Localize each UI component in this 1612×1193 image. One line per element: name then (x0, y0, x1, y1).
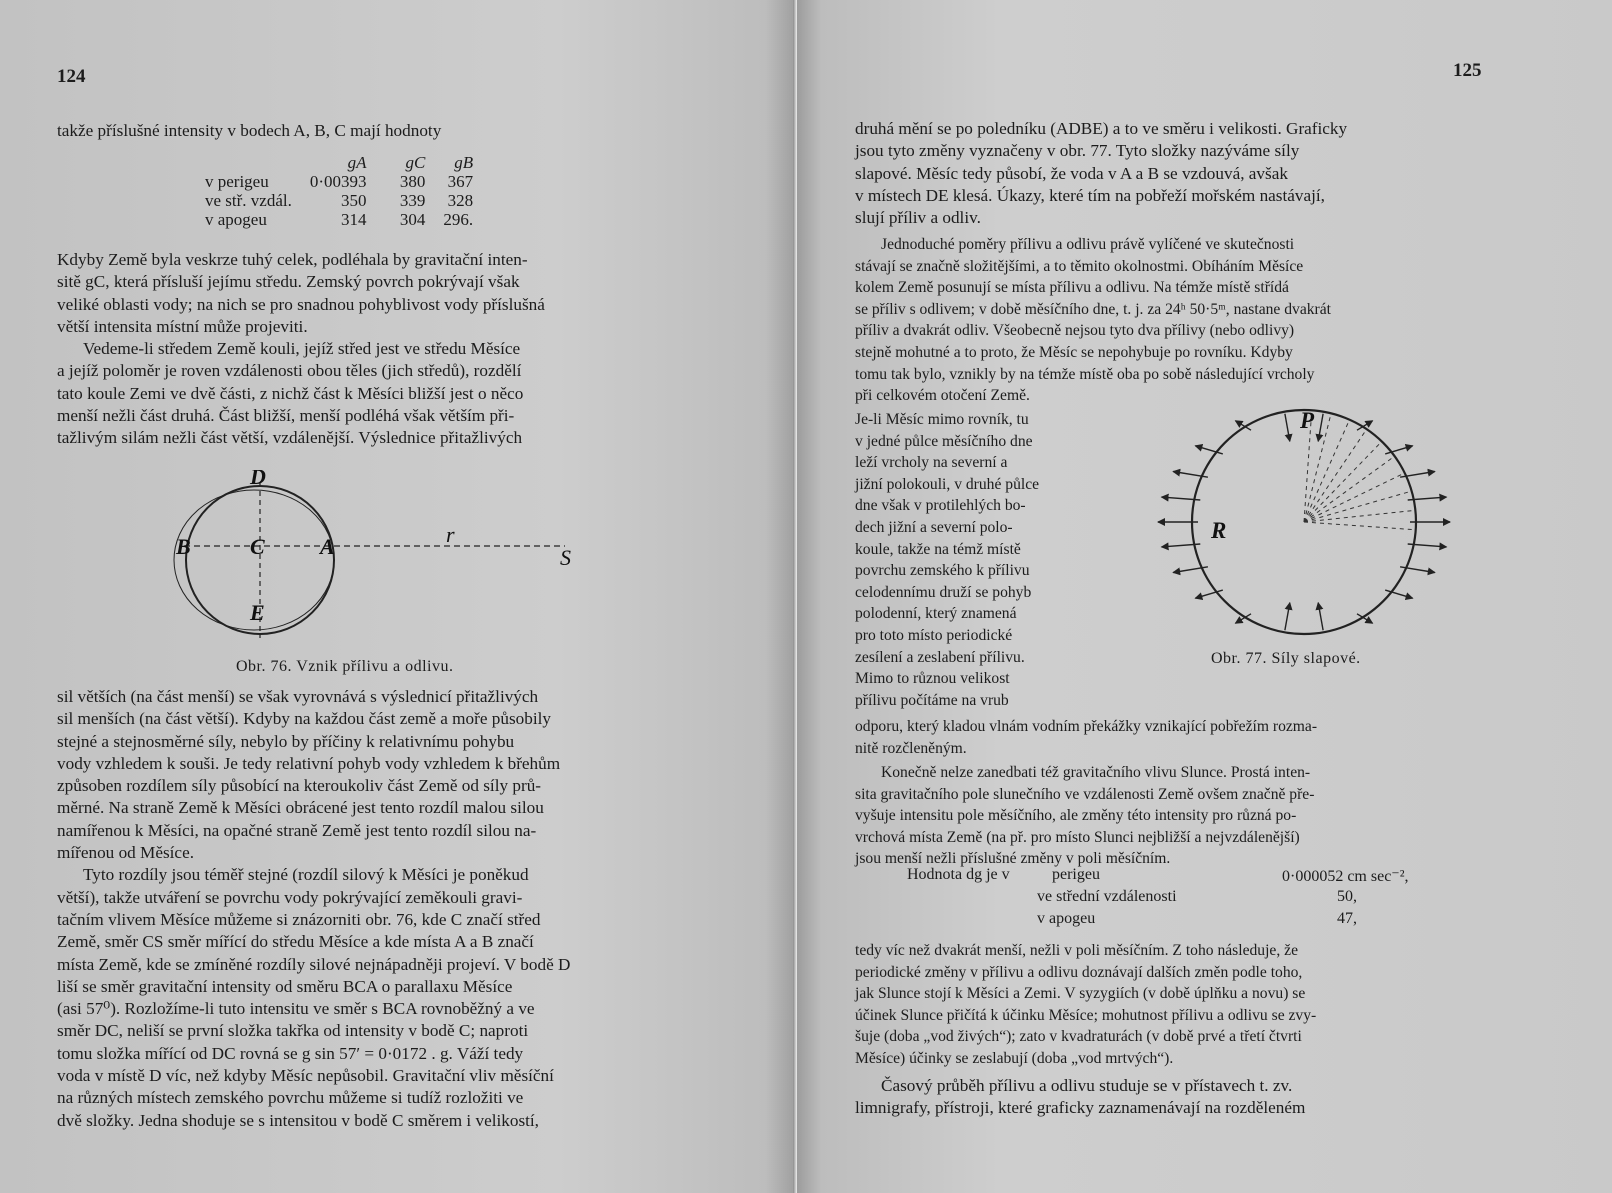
force-arrow (1318, 603, 1323, 631)
dashed-ray (1304, 433, 1364, 523)
paragraph-complications: Jednoduché poměry přílivu a odlivu právě vylíčené ve skutečnosti stávají se značně složitějšími, a to těmito okolnostmi. Obíháním Měsíce kolem Země posunují se místa přílivu a odlivu. Na témže místě střídá se příliv s odlivem; v době měsíčního dne, t. j. za 24ʰ 50·5ᵐ, nastane dvakrát příliv a dvakrát odliv. Všeobecně nejsou tyto dva přílivy (nebo odlivy) stejně mohutné a to proto, že Měsíc se nepohybuje po rovníku. Kdyby tomu tak bylo, vznikly by na témže místě oba po sobě následující vrcholy při celkovém otočení Země. (855, 236, 1332, 405)
fig76-shapes (174, 482, 565, 638)
figure-76 (170, 470, 600, 650)
label-b: B (176, 534, 191, 559)
dg-value: 50, (1337, 888, 1357, 905)
paragraph-tidal-forces: druhá mění se po poledníku (ADBE) a to ve směru i velikosti. Graficky jsou tyto změny vyznačeny v obr. 77. Tyto složky nazýváme síly slapové. Měsíc tedy působí, že voda v A a B se vzdouvá, avšak v místech DE klesá. Úkazy, které tím na pobřeží mořském nastávají, slují příliv a odliv. (855, 119, 1348, 228)
page-number: 125 (1453, 60, 1482, 81)
page-number: 124 (57, 66, 86, 87)
force-arrow (1285, 603, 1290, 631)
paragraph-rigid-body: Kdyby Země byla veskrze tuhý celek, podléhala by gravitační inten- sitě gC, která přísluší jejímu středu. Zemský povrch pokrývají však veliké oblasti vody; na nich se pro snadnou pohyblivost vody příslušná větší intensita místní může projeviti. Vedeme-li středem Země kouli, jejíž střed jest ve středu Měsíce a jejíž poloměr je roven vzdálenosti obou těles (jich středů), rozdělí tato koule Zemi ve dvě části, z nichž část k Měsíci bližší jest o něco menší nežli část druhá. Část bližší, menší podléhá však větším při- tažlivým silám nežli část větší, vzdálenější. Výslednice přitažlivých (57, 250, 545, 448)
paragraph-continuation: odporu, který kladou vlnám vodním překážky vznikající pobřežím rozma- nitě rozčleněným. (855, 718, 1318, 757)
label-e: E (250, 600, 265, 625)
paragraph-syzygy: tedy víc než dvakrát menší, nežli v poli měsíčním. Z toho následuje, že periodické změny v přílivu a odlivu doznávají dalších změn podle toho, jak Slunce stojí k Měsíci a Zemi. V syzygiích (v době úplňku a novu) se účinek Slunce přičítá k účinku Měsíce; mohutnost přílivu a odlivu se zvy- šuje (doba „vod živých“); zato v kvadraturách (v době prvé a třetí čtvrti Měsíce) účinky se zeslabují (doba „vod mrtvých“). (855, 942, 1317, 1067)
label-r: r (446, 522, 455, 547)
force-arrow (1318, 414, 1323, 442)
table-row: v apogeu 314 304 296. (205, 210, 474, 229)
left-page (0, 0, 797, 1193)
label-p: P (1300, 408, 1315, 433)
dashed-ray (1304, 522, 1412, 530)
intro-text: takže příslušné intensity v bodech A, B, C mají hodnoty (57, 121, 442, 140)
dashed-ray (1304, 475, 1401, 522)
paragraph-limnigraph: Časový průběh přílivu a odlivu studuje se v přístavech t. zv. limnigrafy, přístroji, které graficky zaznamenávají na rozděleném (855, 1076, 1306, 1118)
label-a: A (320, 534, 335, 559)
figure-76-caption: Obr. 76. Vznik přílivu a odlivu. (236, 658, 454, 675)
table-row: v perigeu 0·00393 380 367 (205, 172, 474, 191)
dg-place: v apogeu (1037, 910, 1096, 927)
dg-value: 0·000052 cm sec⁻², (1282, 868, 1409, 885)
right-page (797, 0, 1612, 1193)
label-r: R (1211, 518, 1227, 543)
dg-place: perigeu (1052, 866, 1100, 883)
figure-77-caption: Obr. 77. Síly slapové. (1211, 650, 1361, 667)
force-arrow (1285, 414, 1290, 442)
dashed-ray (1304, 511, 1411, 522)
dg-value: 47, (1337, 910, 1357, 927)
table-row: ve stř. vzdál. 350 339 328 (205, 191, 474, 210)
figure-77 (1119, 404, 1489, 664)
dashed-ray (1304, 423, 1348, 522)
label-d: D (250, 470, 266, 489)
intensity-table (196, 153, 482, 229)
dg-place: ve střední vzdálenosti (1037, 888, 1177, 905)
wrap-text: Je-li Měsíc mimo rovník, tu v jedné půlce měsíčního dne leží vrcholy na severní a jižní polokouli, v druhé půlce dne však v protilehlých bo- dech jižní a severní polo- koule, takže na témž místě povrchu zemského k přílivu celodennímu druží se pohyb polodenní, který znamená pro toto místo periodické zesílení a zeslabení přílivu. Mimo to různou velikost přílivu počítáme na vrub (855, 411, 1040, 709)
dashed-ray (1304, 444, 1379, 522)
label-c: C (250, 534, 265, 559)
dg-label: Hodnota dg je v (907, 866, 1010, 883)
label-s: S (560, 545, 571, 570)
paragraph-sun: Konečně nelze zanedbati též gravitačního vlivu Slunce. Prostá inten- sita gravitačního pole slunečního ve vzdálenosti Země ovšem značně pře- vyšuje intensitu pole měsíčního, ale změny této intensity pro různá po- vrchová místa Země (na př. pro místo Slunci nejbližší a nejvzdálenější) jsou menší nežli příslušné změny v poli měsíčním. (855, 764, 1315, 868)
table-header: gA gC gB (347, 153, 474, 172)
dashed-ray (1304, 459, 1391, 523)
paragraph-forces: sil větších (na část menší) se však vyrovnává s výslednicí přitažlivých sil menších (na část větší). Kdyby na každou část země a moře působily stejné a stejnosměrné síly, nebylo by příčiny k relativnímu pohybu vody vzhledem k souši. Je tedy relativní pohyb vody vzhledem k břehům způsoben rozdílem síly působící na kteroukoliv část Země od síly prů- měrné. Na straně Země k Měsíci obrácené jest tento rozdíl malou silou namířenou k Měsíci, na opačné straně Země jest tento rozdíl silou na- mířenou od Měsíce. Tyto rozdíly jsou téměř stejné (rozdíl silový k Měsíci je poněkud větší), takže utváření se povrchu vody pokrývající zeměkouli gravi- tačním vlivem Měsíce můžeme si znázorniti obr. 76, kde C značí střed Země, směr CS směr mířící do středu Měsíce a kde místa A a B značí místa Země, kde se zmíněné rozdíly silové nejnápadněji projeví. V bodě D liší se směr gravitační intensity od směru BCA o parallaxu Měsíce (asi 57⁰). Rozložíme-li tuto intensitu ve směr s BCA rovnoběžný a ve směr DC, neliší se první složka takřka od intensity v bodě C; naproti tomu složka mířící od DC rovná se g sin 57′ = 0·0172 . g. Váží tedy voda v místě D víc, než kdyby Měsíc nepůsobil. Gravitační vliv měsíční na různých místech zemského povrchu můžeme si tudíž rozložiti ve dvě složky. Jedna shoduje se s intensitou v bodě C směrem i velikostí, (57, 687, 571, 1130)
